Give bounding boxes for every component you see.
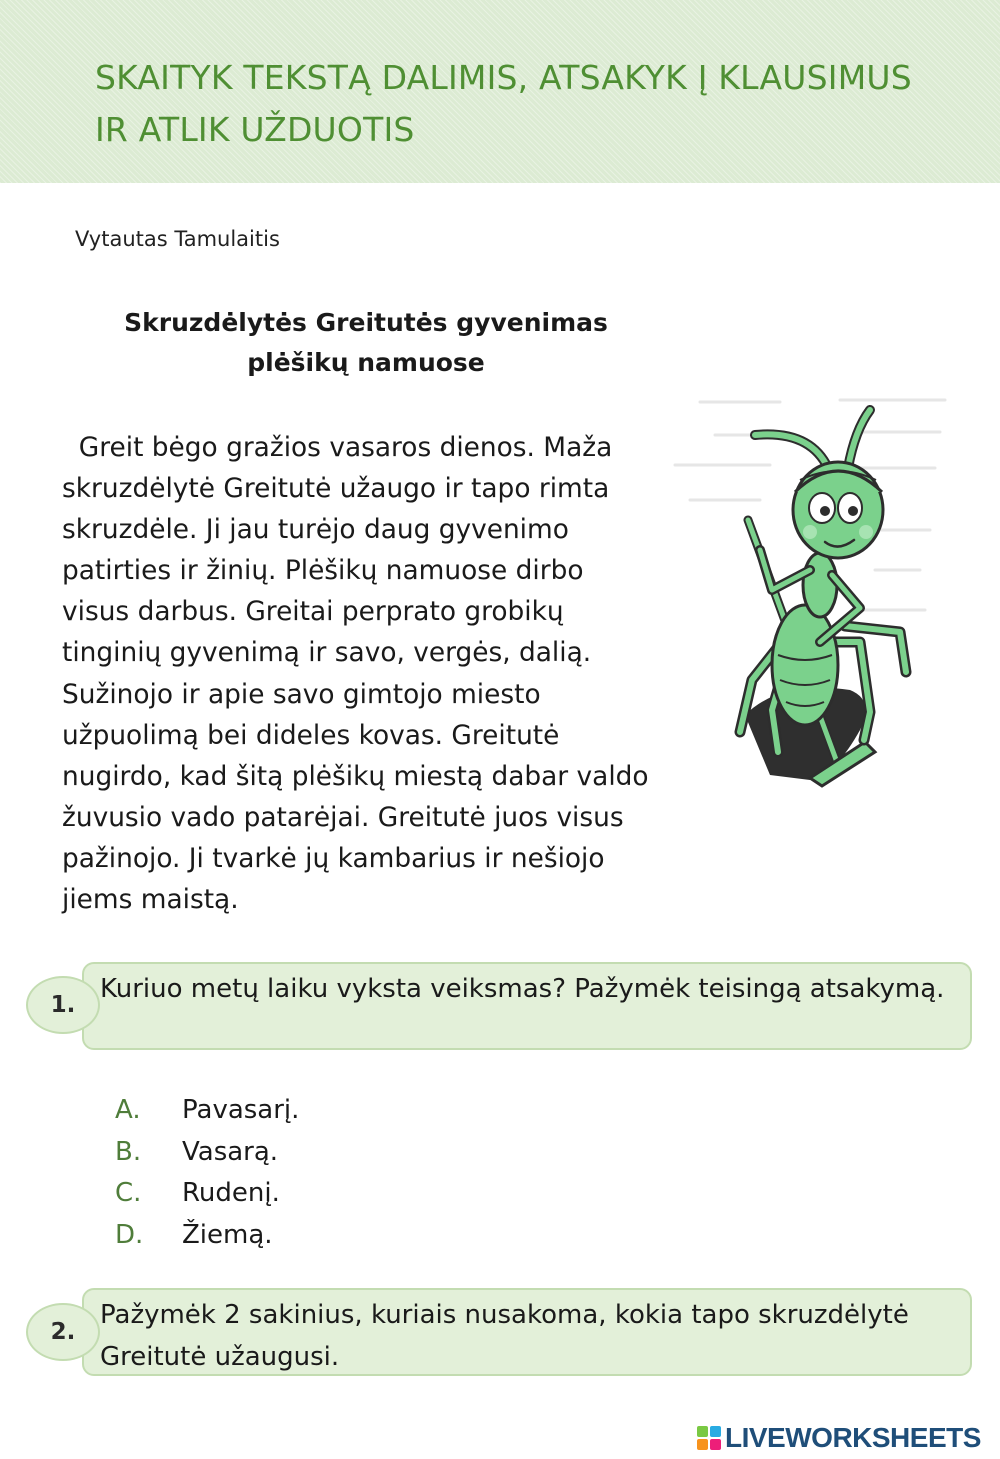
question-2-number: 2. xyxy=(26,1303,100,1361)
question-2-text: Pažymėk 2 sakinius, kuriais nusakoma, kokia tapo skruzdėlytė Greitutė užaugusi. xyxy=(100,1300,909,1372)
option-text: Vasarą. xyxy=(182,1136,279,1167)
story-line: žuvusio vado patarėjai. Greitutė juos visus xyxy=(62,801,624,833)
liveworksheets-logo-icon xyxy=(697,1426,721,1450)
story-title-line-2: plėšikų namuose xyxy=(247,348,485,377)
header-banner xyxy=(0,0,1000,183)
option-text: Žiemą. xyxy=(182,1219,273,1250)
option-letter: B. xyxy=(115,1136,142,1167)
option-text: Pavasarį. xyxy=(182,1095,300,1125)
liveworksheets-brand xyxy=(697,1420,981,1456)
option-letter: D. xyxy=(115,1219,144,1250)
brand-name: LIVEWORKSHEETS xyxy=(725,1422,981,1453)
story-line: patirties ir žinių. Plėšikų namuose dirbo xyxy=(62,555,584,587)
story-line: visus darbus. Greitai perprato grobikų xyxy=(62,596,564,628)
story-line: jiems maistą. xyxy=(62,884,239,916)
option-text: Rudenį. xyxy=(182,1178,280,1208)
page-title-line-1: SKAITYK TEKSTĄ DALIMIS, ATSAKYK Į KLAUSIMUS xyxy=(95,58,912,97)
story-line: skruzdėle. Ji jau turėjo daug gyvenimo xyxy=(62,514,569,546)
question-2-box xyxy=(82,1288,972,1376)
option-letter: C. xyxy=(115,1178,142,1208)
ant-sweeping-icon xyxy=(660,380,960,800)
story-line: užpuolimą bei dideles kovas. Greitutė xyxy=(62,719,560,751)
story-line: Greit bėgo gražios vasaros dienos. Maža xyxy=(62,432,613,463)
page-title-line-2: IR ATLIK UŽDUOTIS xyxy=(95,110,415,149)
page-title xyxy=(95,52,975,156)
question-1-number: 1. xyxy=(26,976,100,1034)
story-line: tinginių gyvenimą ir savo, vergės, dalią. xyxy=(62,637,592,669)
question-1-text: Kuriuo metų laiku vyksta veiksmas? Pažymėk teisingą atsakymą. xyxy=(100,974,945,1004)
option-letter: A. xyxy=(115,1095,141,1125)
story-title xyxy=(60,303,672,383)
story-line: Sužinojo ir apie savo gimtojo miesto xyxy=(62,678,541,710)
story-title-line-1: Skruzdėlytės Greitutės gyvenimas xyxy=(124,308,608,337)
story-line: nugirdo, kad šitą plėšikų miestą dabar valdo xyxy=(62,760,649,792)
question-1-box xyxy=(82,962,972,1050)
story-line: skruzdėlytė Greitutė užaugo ir tapo rimta xyxy=(62,473,610,505)
author-name: Vytautas Tamulaitis xyxy=(75,227,280,251)
story-line: pažinojo. Ji tvarkė jų kambarius ir nešiojo xyxy=(62,842,605,874)
story-paragraph xyxy=(62,427,677,920)
